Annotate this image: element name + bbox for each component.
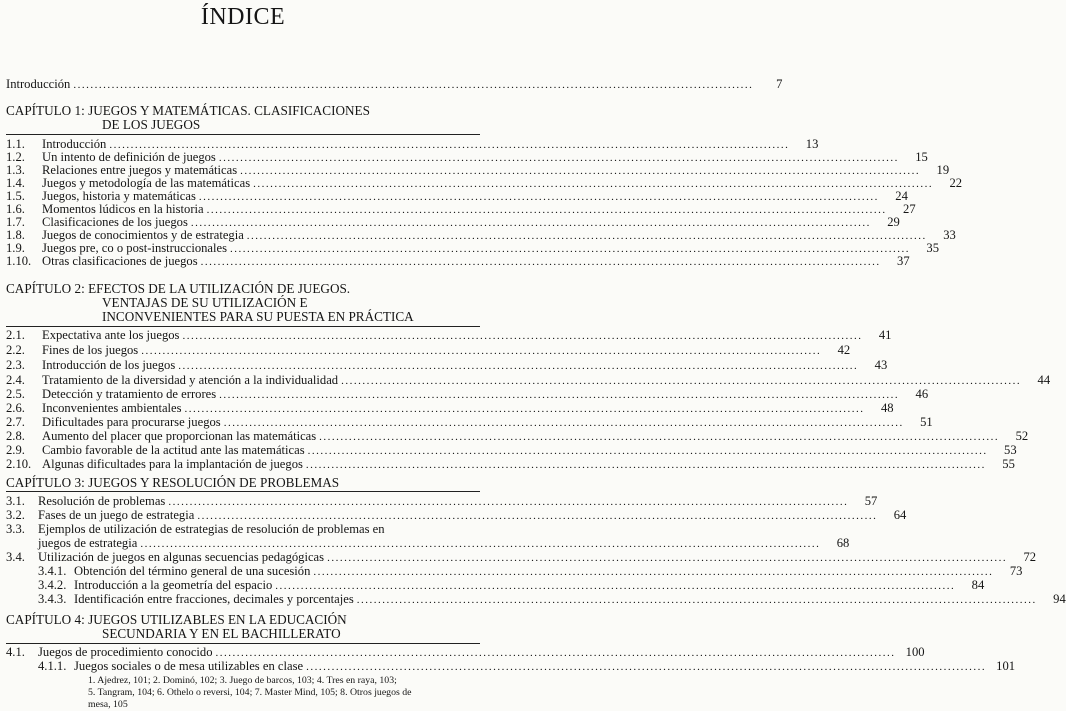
toc-entry: [6, 429, 1029, 444]
chapter-rule: [6, 491, 480, 492]
chapter-label: CAPÍTULO 2:: [6, 281, 85, 296]
toc-entry-text: Cambio favorable de la actitud ante las matemáticas: [42, 443, 305, 457]
toc-entry-text: Momentos lúdicos en la historia: [42, 202, 204, 216]
toc-entry-number: 2.8.: [6, 429, 25, 443]
leader-dots: ................................................................................................................................................................: [109, 139, 790, 151]
leader-dots: ................................................................................................................................................................: [305, 459, 986, 471]
toc-entry-number: 2.5.: [6, 387, 25, 401]
toc-entry-number: 3.1.: [6, 494, 25, 508]
toc-entry-page: 57: [864, 494, 878, 508]
toc-entry-page: 101: [996, 659, 1016, 673]
toc-entry-number: 3.4.: [6, 550, 25, 564]
toc-entry-text: Algunas dificultades para la implantación de juegos: [42, 457, 303, 471]
toc-entry: [6, 508, 907, 523]
toc-entry-text: Un intento de definición de juegos: [42, 150, 216, 164]
chapter-3-heading: [6, 476, 480, 490]
toc-entry-page: 37: [897, 254, 910, 268]
toc-entry-text: Obtención del término general de una sucesión: [74, 564, 311, 578]
leader-dots: ................................................................................................................................................................: [356, 594, 1037, 606]
page-title: ÍNDICE: [200, 4, 286, 30]
leader-dots: ................................................................................................................................................................: [184, 403, 865, 415]
leader-dots: ................................................................................................................................................................: [206, 204, 887, 216]
leader-dots: ................................................................................................................................................................: [168, 496, 849, 508]
toc-entry-page: 64: [893, 508, 907, 522]
toc-entry-number: 3.4.2.: [38, 578, 67, 592]
chapter-title-line: SECUNDARIA Y EN EL BACHILLERATO: [102, 626, 341, 641]
leader-dots: ................................................................................................................................................................: [223, 417, 904, 429]
toc-entry: [6, 358, 888, 373]
toc-entry-text: Juegos pre, co o post-instruccionales: [42, 241, 228, 255]
toc-entry: [6, 494, 878, 509]
toc-entry-number: 1.3.: [6, 163, 25, 177]
toc-entry: [6, 536, 850, 551]
chapter-rule: [6, 134, 480, 135]
toc-entry-text: Relaciones entre juegos y matemáticas: [42, 163, 238, 177]
toc-entry-introduction: [6, 77, 783, 92]
toc-entry-page: 73: [1009, 564, 1023, 578]
toc-entry-page: 33: [943, 228, 956, 242]
toc-entry: [6, 254, 910, 269]
leader-dots: ................................................................................................................................................................: [306, 661, 987, 673]
leader-dots: ................................................................................................................................................................: [178, 360, 859, 372]
toc-entry-number: 1.8.: [6, 228, 25, 242]
leader-dots: ................................................................................................................................................................: [341, 375, 1022, 387]
toc-subentry: [6, 659, 1016, 674]
toc-entry: [6, 373, 1051, 388]
toc-entry-page: 27: [903, 202, 916, 216]
toc-entry-page: 24: [895, 189, 908, 203]
toc-entry-text: Juegos sociales o de mesa utilizables en clase: [74, 659, 304, 673]
leader-dots: ................................................................................................................................................................: [230, 243, 911, 255]
leader-dots: ................................................................................................................................................................: [319, 431, 1000, 443]
chapter-rule: [6, 643, 480, 644]
toc-entry-text: Introducción: [42, 137, 107, 151]
chapter-title-line: INCONVENIENTES PARA SU PUESTA EN PRÁCTICA: [102, 309, 414, 324]
toc-entry-page: 42: [837, 343, 851, 357]
chapter-label: CAPÍTULO 3:: [6, 475, 85, 490]
chapter-label: CAPÍTULO 1:: [6, 103, 85, 118]
toc-entry-number: 3.2.: [6, 508, 25, 522]
toc-entry-number: 2.4.: [6, 373, 25, 387]
toc-entry-text: Juegos de procedimiento conocido: [38, 645, 213, 659]
chapter-title-line: JUEGOS Y MATEMÁTICAS. CLASIFICACIONES: [88, 103, 370, 118]
toc-entry-page: 46: [915, 387, 929, 401]
toc-entry-number: 1.6.: [6, 202, 25, 216]
toc-entry-text: Introducción a la geometría del espacio: [74, 578, 273, 592]
toc-entry-page: 22: [949, 176, 963, 190]
leader-dots: ................................................................................................................................................................: [141, 345, 822, 357]
toc-entry-text: Fines de los juegos: [42, 343, 139, 357]
toc-entry-page: 51: [920, 415, 933, 429]
toc-entry-text: Utilización de juegos en algunas secuencias pedagógicas: [38, 550, 325, 564]
leader-dots: ................................................................................................................................................................: [313, 566, 994, 578]
toc-entry-page: 48: [880, 401, 894, 415]
toc-entry-page: 35: [926, 241, 940, 255]
toc-subentry: [6, 578, 985, 593]
leader-dots: ................................................................................................................................................................: [307, 445, 988, 457]
toc-entry-text: Identificación entre fracciones, decimales y porcentajes: [74, 592, 354, 606]
toc-entry-page: 53: [1004, 443, 1017, 457]
leader-dots: ................................................................................................................................................................: [197, 510, 878, 522]
toc-entry-number: 1.1.: [6, 137, 25, 151]
toc-entry-page: 55: [1002, 457, 1015, 471]
chapter-title-line: JUEGOS UTILIZABLES EN LA EDUCACIÓN: [88, 612, 347, 627]
toc-entry-text: Introducción de los juegos: [42, 358, 176, 372]
toc-entry: [6, 415, 933, 430]
toc-entry: [6, 522, 480, 537]
toc-entry-number: 2.7.: [6, 415, 25, 429]
toc-entry-number: 1.7.: [6, 215, 25, 229]
leader-dots: ................................................................................................................................................................: [190, 217, 871, 229]
toc-entry-text: Juegos de conocimientos y de estrategia: [42, 228, 244, 242]
chapter-title-line: DE LOS JUEGOS: [102, 117, 201, 132]
toc-entry: [6, 443, 1017, 458]
toc-entry: [6, 550, 1037, 565]
toc-entry-text: Ejemplos de utilización de estrategias de resolución de problemas en: [38, 522, 385, 536]
toc-entry-text: Aumento del placer que proporcionan las matemáticas: [42, 429, 317, 443]
chapter-rule: [6, 326, 480, 327]
toc-entry: [6, 387, 929, 402]
toc-entry-page: 52: [1015, 429, 1029, 443]
game-list-note-line: mesa, 105: [88, 699, 128, 710]
toc-entry-text: Juegos y metodología de las matemáticas: [42, 176, 251, 190]
toc-entry-number: 1.5.: [6, 189, 25, 203]
toc-entry-text: juegos de estrategia: [38, 536, 138, 550]
toc-entry: [6, 401, 894, 416]
toc-entry-text: Dificultades para procurarse juegos: [42, 415, 221, 429]
leader-dots: ................................................................................................................................................................: [200, 256, 881, 268]
leader-dots: ................................................................................................................................................................: [240, 165, 921, 177]
game-list-note-line: 5. Tangram, 104; 6. Othelo o reversi, 104; 7. Master Mind, 105; 8. Otros juegos de: [88, 687, 412, 698]
toc-entry-text: Expectativa ante los juegos: [42, 328, 180, 342]
toc-entry-text: Fases de un juego de estrategia: [38, 508, 195, 522]
toc-entry-number: 2.1.: [6, 328, 25, 342]
leader-dots: ................................................................................................................................................................: [219, 389, 900, 401]
chapter-title-line: EFECTOS DE LA UTILIZACIÓN DE JUEGOS.: [88, 281, 351, 296]
toc-entry-page: 84: [971, 578, 985, 592]
toc-entry-number: 1.9.: [6, 241, 25, 255]
toc-entry-number: 1.2.: [6, 150, 25, 164]
toc-entry-number: 1.4.: [6, 176, 25, 190]
toc-entry-text: Juegos, historia y matemáticas: [42, 189, 196, 203]
leader-dots: ................................................................................................................................................................: [198, 191, 879, 203]
toc-entry-text: Tratamiento de la diversidad y atención a la individualidad: [42, 373, 339, 387]
chapter-title-line: JUEGOS Y RESOLUCIÓN DE PROBLEMAS: [88, 475, 340, 490]
toc-subentry: [6, 592, 1066, 607]
toc-entry-page: 7: [776, 77, 783, 91]
toc-entry-number: 1.10.: [6, 254, 32, 268]
toc-entry-page: 68: [836, 536, 850, 550]
leader-dots: ................................................................................................................................................................: [218, 152, 899, 164]
toc-entry-number: 3.4.1.: [38, 564, 67, 578]
game-list-note-line: 1. Ajedrez, 101; 2. Dominó, 102; 3. Juego de barcos, 103; 4. Tres en raya, 103;: [88, 675, 397, 686]
toc-entry-number: 4.1.: [6, 645, 25, 659]
leader-dots: ................................................................................................................................................................: [215, 647, 896, 659]
toc-entry-page: 13: [805, 137, 819, 151]
chapter-4-heading: [6, 613, 480, 641]
toc-entry: [6, 328, 892, 343]
leader-dots: ................................................................................................................................................................: [275, 580, 956, 592]
toc-entry: [6, 457, 1015, 472]
chapter-2-heading: [6, 282, 480, 324]
toc-entry-number: 3.4.3.: [38, 592, 67, 606]
toc-entry-page: 15: [915, 150, 928, 164]
leader-dots: ................................................................................................................................................................: [253, 178, 934, 190]
toc-entry-page: 43: [874, 358, 888, 372]
toc-entry-page: 29: [887, 215, 900, 229]
toc-entry-number: 4.1.1.: [38, 659, 67, 673]
leader-dots: ................................................................................................................................................................: [140, 538, 821, 550]
toc-entry-page: 41: [878, 328, 892, 342]
toc-entry-page: 44: [1037, 373, 1051, 387]
toc-entry-number: 2.10.: [6, 457, 32, 471]
toc-entry-page: 94: [1053, 592, 1066, 606]
chapter-title-line: VENTAJAS DE SU UTILIZACIÓN E: [102, 295, 308, 310]
leader-dots: ................................................................................................................................................................: [182, 330, 863, 342]
toc-entry-number: 3.3.: [6, 522, 25, 536]
toc-entry-page: 19: [936, 163, 950, 177]
toc-entry-text: Inconvenientes ambientales: [42, 401, 182, 415]
toc-entry-number: 2.6.: [6, 401, 25, 415]
toc-entry: [6, 343, 851, 358]
toc-entry-text: Introducción: [6, 77, 71, 91]
toc-entry-page: 72: [1023, 550, 1037, 564]
toc-entry-text: Detección y tratamiento de errores: [42, 387, 217, 401]
chapter-1-heading: [6, 104, 480, 132]
leader-dots: ................................................................................................................................................................: [73, 79, 754, 91]
toc-subentry: [6, 564, 1023, 579]
chapter-label: CAPÍTULO 4:: [6, 612, 85, 627]
toc-entry-number: 2.9.: [6, 443, 25, 457]
leader-dots: ................................................................................................................................................................: [327, 552, 1008, 564]
leader-dots: ................................................................................................................................................................: [246, 230, 927, 242]
toc-entry-number: 2.2.: [6, 343, 25, 357]
toc-entry-text: Otras clasificaciones de juegos: [42, 254, 198, 268]
toc-entry-page: 100: [905, 645, 925, 659]
toc-entry-text: Resolución de problemas: [38, 494, 166, 508]
toc-entry-number: 2.3.: [6, 358, 25, 372]
toc-entry: [6, 645, 925, 660]
toc-entry-text: Clasificaciones de los juegos: [42, 215, 188, 229]
